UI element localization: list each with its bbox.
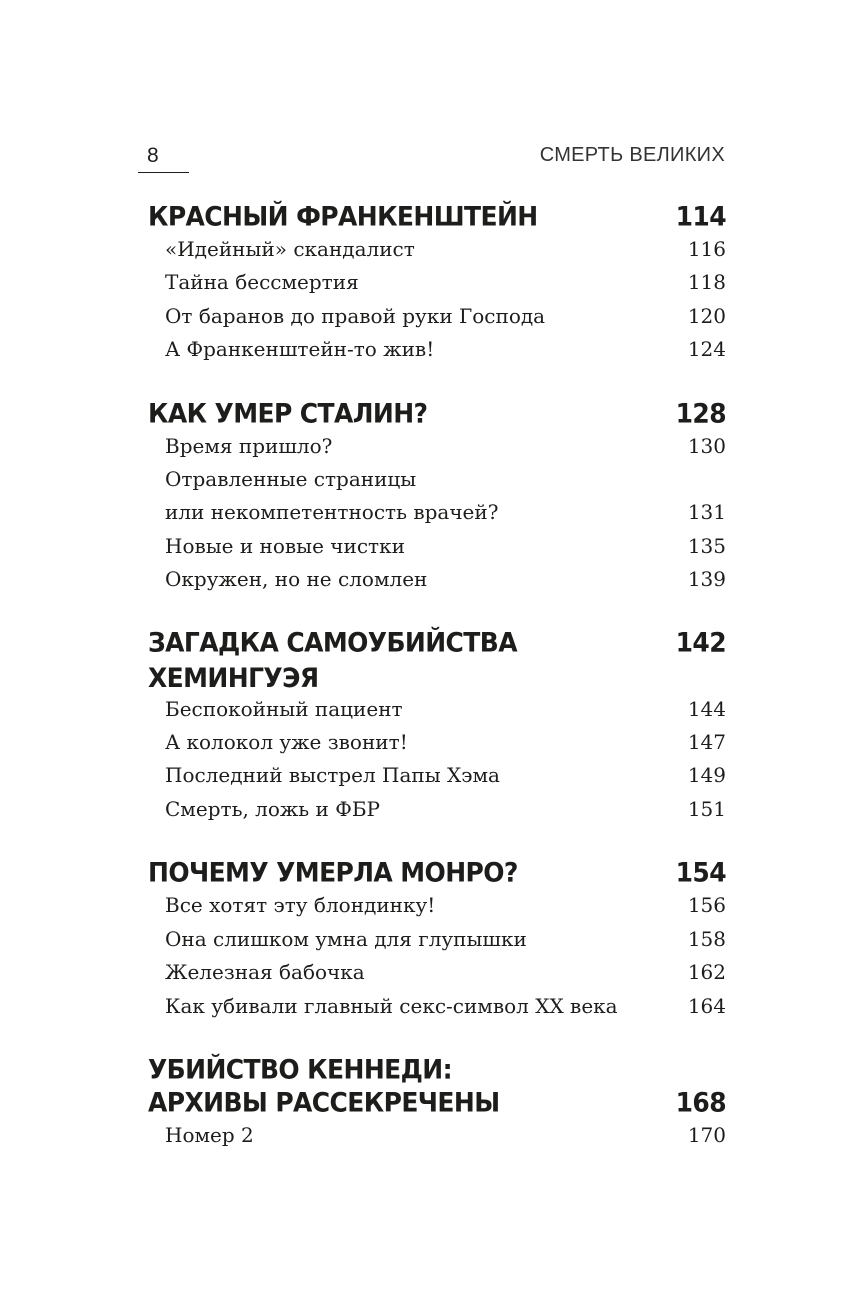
entry-title: Время пришло?: [165, 433, 333, 458]
chapter-page: 154: [675, 857, 726, 889]
entry-title: А Франкенштейн-то жив!: [165, 337, 435, 362]
chapter-page: 168: [675, 1086, 726, 1119]
entry-page: 162: [687, 960, 726, 985]
toc-entry: [148, 430, 726, 463]
page-header: [0, 140, 845, 180]
toc-entry: [148, 233, 726, 266]
chapter-row: [148, 855, 726, 891]
toc-entry: [148, 300, 726, 333]
toc-entry: [148, 333, 726, 366]
table-of-contents: [148, 200, 726, 1182]
toc-entry: [148, 530, 726, 563]
toc-entry: [148, 990, 726, 1023]
chapter-row: [148, 1052, 726, 1088]
entry-title: А колокол уже звонит!: [165, 730, 408, 755]
entry-page: 118: [687, 270, 726, 295]
entry-title: Как убивали главный секс-символ XX века: [165, 993, 618, 1018]
chapter-title: ПОЧЕМУ УМЕРЛА МОНРО?: [148, 857, 518, 889]
entry-title: От баранов до правой руки Господа: [165, 303, 546, 328]
entry-title: Последний выстрел Папы Хэма: [165, 763, 500, 788]
toc-entry: [148, 266, 726, 299]
entry-page: 147: [687, 730, 726, 755]
entry-page: 130: [687, 433, 726, 458]
entry-page: 139: [687, 567, 726, 592]
entry-title: Новые и новые чистки: [165, 533, 405, 558]
toc-entry: [148, 923, 726, 956]
entry-title: «Идейный» скандалист: [165, 237, 415, 261]
chapter-row: [148, 624, 726, 695]
entry-page: 135: [687, 533, 726, 558]
toc-entry: [148, 793, 726, 826]
toc-entry: [148, 496, 726, 529]
entry-page: 116: [687, 237, 726, 261]
page-number-rule: [138, 172, 189, 173]
entry-page: 149: [687, 763, 726, 788]
entry-page: 170: [687, 1122, 726, 1147]
entry-page: 124: [687, 337, 726, 362]
entry-page: 131: [687, 500, 726, 525]
toc-section: [148, 1053, 726, 1152]
toc-entry: [148, 956, 726, 989]
toc-entry: [148, 889, 726, 922]
chapter-page: 114: [675, 200, 726, 233]
entry-page: 144: [687, 696, 726, 721]
chapter-title: ЗАГАДКА САМОУБИЙСТВА ХЕМИНГУЭЯ: [148, 626, 517, 694]
entry-title: Железная бабочка: [165, 960, 365, 985]
toc-section: [148, 627, 726, 827]
entry-title: Смерть, ложь и ФБР: [165, 796, 380, 821]
entry-page: 120: [687, 303, 726, 328]
chapter-title: УБИЙСТВО КЕННЕДИ:: [148, 1053, 453, 1086]
toc-section: [148, 856, 726, 1023]
toc-entry: [148, 693, 726, 726]
chapter-page: 142: [675, 626, 726, 658]
toc-entry: [148, 726, 726, 759]
chapter-page: 128: [675, 397, 726, 429]
entry-page: 158: [687, 926, 726, 951]
entry-title: Она слишком умна для глупышки: [165, 926, 527, 951]
chapter-row: [148, 1085, 726, 1121]
entry-page: 151: [687, 796, 726, 821]
chapter-title-continued: АРХИВЫ РАССЕКРЕЧЕНЫ: [148, 1086, 500, 1119]
entry-title: Все хотят эту блондинку!: [165, 893, 436, 918]
toc-entry: [148, 463, 726, 496]
chapter-title: КРАСНЫЙ ФРАНКЕНШТЕЙН: [148, 200, 538, 233]
running-title: СМЕРТЬ ВЕЛИКИХ: [539, 144, 725, 166]
toc-section: [148, 397, 726, 597]
chapter-title: КАК УМЕР СТАЛИН?: [148, 397, 428, 429]
entry-title: Номер 2: [165, 1122, 254, 1147]
chapter-row: [148, 395, 726, 431]
entry-title: Отравленные страницы: [165, 467, 417, 492]
entry-title: Беспокойный пациент: [165, 696, 403, 721]
entry-page: 156: [687, 893, 726, 918]
toc-entry: [148, 759, 726, 792]
page-number: 8: [147, 144, 159, 167]
entry-title: Тайна бессмертия: [165, 270, 359, 295]
chapter-row: [148, 199, 726, 235]
toc-entry: [148, 563, 726, 596]
toc-section: [148, 200, 726, 367]
entry-page: 164: [687, 993, 726, 1018]
toc-entry: [148, 1119, 726, 1152]
entry-title: или некомпетентность врачей?: [165, 500, 499, 525]
entry-title: Окружен, но не сломлен: [165, 567, 428, 592]
